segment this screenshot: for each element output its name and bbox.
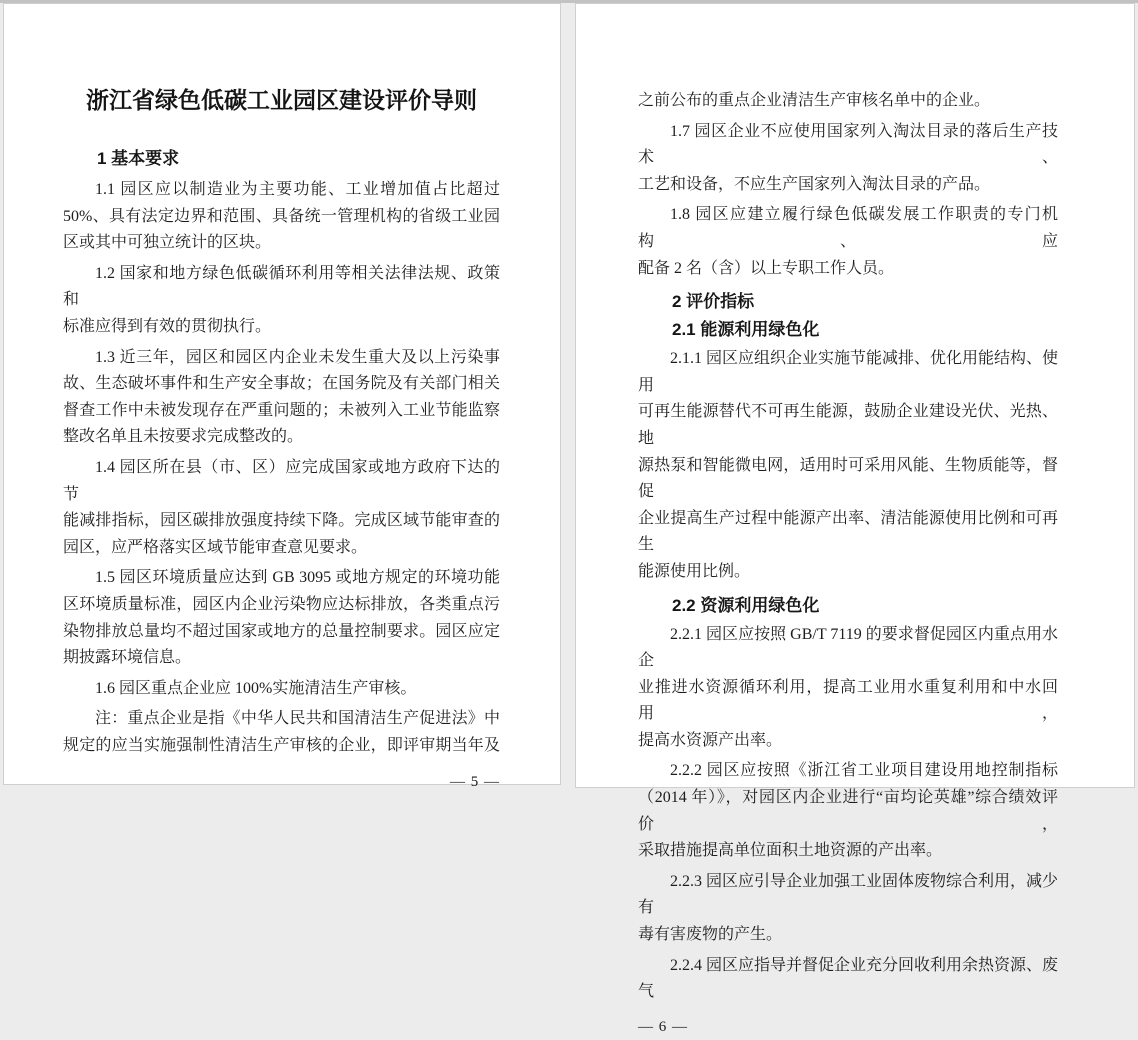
page-left [3,3,561,791]
paragraph-1-4 [63,455,500,561]
doc-line: 1.1 园区应以制造业为主要功能、工业增加值占比超过 [95,181,500,198]
doc-line: 可再生能源替代不可再生能源，鼓励企业建设光伏、光热、地 [638,403,1058,447]
doc-line: 故、生态破坏事件和生产安全事故；在国务院及有关部门相关 [63,375,500,393]
doc-line: 1.8 园区应建立履行绿色低碳发展工作职责的专门机构、应 [638,206,1058,250]
doc-line: 之前公布的重点企业清洁生产审核名单中的企业。 [638,92,991,109]
doc-line: 1.7 园区企业不应使用国家列入淘汰目录的落后生产技术、 [638,122,1058,167]
paragraph-1-2 [63,261,500,341]
paragraph-1-5 [63,565,500,671]
doc-line: 2.1.1 园区应组织企业实施节能减排、优化用能结构、使用 [638,350,1059,394]
doc-line: 能源使用比例。 [638,562,751,580]
paragraph-1-1 [63,177,500,257]
section-heading-2-2: 2.2 资源利用绿色化 [672,595,820,615]
doc-line: 2.2.4 园区应指导并督促企业充分回收利用余热资源、废气 [638,956,1059,1001]
doc-line: 2.2.2 园区应按照《浙江省工业项目建设用地控制指标 [670,762,1058,780]
paragraph-2-2-2 [638,758,1058,864]
section-heading-1: 1 基本要求 [97,149,180,168]
doc-line: 染物排放总量均不超过国家或地方的总量控制要求。园区应定 [63,622,500,640]
paragraph-2-1-1 [638,346,1058,585]
doc-line: 毒有害废物的产生。 [638,926,783,944]
page-right [575,3,1135,1035]
doc-line: 督查工作中未被发现存在严重问题的；未被列入工业节能监察 [63,401,500,419]
paragraph-2-2-3 [638,869,1058,949]
doc-line: 采取措施提高单位面积土地资源的产出率。 [638,842,943,860]
page-left-content [4,4,560,791]
doc-line: 整改名单且未按要求完成整改的。 [63,428,304,446]
doc-line: 2.2.1 园区应按照 GB/T 7119 的要求督促园区内重点用水企 [638,625,1058,670]
page-number-6: — 6 — [638,1018,688,1035]
doc-line: 园区，应严格落实区域节能审查意见要求。 [63,538,368,556]
doc-line: 2.2.3 园区应引导企业加强工业固体废物综合利用，减少有 [638,872,1059,917]
paragraph-2-2-1 [638,622,1058,755]
doc-line: 50%、具有法定边界和范围、具备统一管理机构的省级工业园 [63,207,500,225]
paragraph-note [63,706,500,759]
doc-line: 区或其中可独立统计的区块。 [63,234,272,252]
doc-line: 能减排指标，园区碳排放强度持续下降。完成区域节能审查的 [63,512,500,530]
doc-line: 1.4 园区所在县（市、区）应完成国家或地方政府下达的节 [63,458,500,503]
doc-line: 1.6 园区重点企业应 100%实施清洁生产审核。 [95,679,417,697]
paragraph-1-6 [63,676,500,703]
doc-line: 1.3 近三年，园区和园区内企业未发生重大及以上污染事 [95,348,500,366]
doc-line: （2014 年）》，对园区内企业进行“亩均论英雄”综合绩效评价， [638,789,1058,833]
doc-line: 配备 2 名（含）以上专职工作人员。 [638,259,895,277]
doc-line: 提高水资源产出率。 [638,731,783,749]
doc-line: 注：重点企业是指《中华人民共和国清洁生产促进法》中 [95,710,500,728]
doc-line: 业推进水资源循环利用，提高工业用水重复利用和中水回用， [638,678,1058,723]
doc-line: 企业提高生产过程中能源产出率、清洁能源使用比例和可再生 [638,509,1058,554]
doc-line: 规定的应当实施强制性清洁生产审核的企业，即评审期当年及 [63,736,500,754]
paragraph-2-2-4 [638,953,1058,1006]
doc-line: 源热泵和智能微电网，适用时可采用风能、生物质能等，督促 [638,456,1058,501]
doc-line: 区环境质量标准，园区内企业污染物应达标排放，各类重点污 [63,595,500,613]
doc-line: 1.2 国家和地方绿色低碳循环利用等相关法律法规、政策和 [63,264,500,309]
section-heading-2: 2 评价指标 [672,292,755,312]
doc-line: 期披露环境信息。 [63,649,192,667]
section-heading-2-1: 2.1 能源利用绿色化 [672,320,820,340]
doc-line: 工艺和设备，不应生产国家列入淘汰目录的产品。 [638,175,991,193]
paragraph-1-3 [63,345,500,451]
doc-line: 1.5 园区环境质量应达到 GB 3095 或地方规定的环境功能 [95,569,500,587]
paragraph-1-8 [638,202,1058,282]
paragraph-continued [638,88,1058,115]
document-title: 浙江省绿色低碳工业园区建设评价导则 [86,87,477,113]
page-number-5: — 5 — [450,774,500,791]
page-right-content [576,4,1134,1035]
paragraph-1-7 [638,119,1058,199]
doc-line: 标准应得到有效的贯彻执行。 [63,317,272,335]
